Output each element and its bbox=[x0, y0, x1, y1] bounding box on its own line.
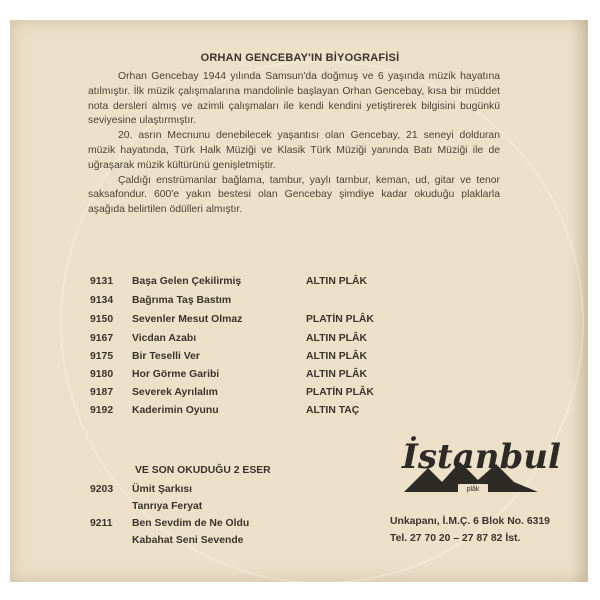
song-title: Kaderimin Oyunu bbox=[132, 405, 219, 416]
last-songs-title: VE SON OKUDUĞU 2 ESER bbox=[135, 465, 271, 476]
song-title: Bir Teselli Ver bbox=[132, 351, 200, 362]
bio-paragraph: Orhan Gencebay 1944 yılında Samsun'da doğmuş ve 6 yaşında müzik hayatına atılmıştır. İlk müzik çalışmalarına mandolinle başlayan Orhan Gencebay, kısa bir müddet nota dersleri almış ve azimli çalışmaları ile kendi kendini yetiştirerek bilgisini bugünkü seviyesine ulaştırmıştır. bbox=[88, 71, 500, 127]
catalog-number: 9187 bbox=[90, 387, 114, 398]
song-title: Tanrıya Feryat bbox=[132, 501, 203, 512]
label-phone: Tel. 27 70 20 – 27 87 82 İst. bbox=[390, 533, 521, 544]
bio-title: ORHAN GENCEBAY'IN BİYOGRAFİSİ bbox=[200, 52, 400, 64]
catalog-number: 9203 bbox=[90, 484, 114, 495]
song-title: Sevenler Mesut Olmaz bbox=[132, 314, 243, 325]
award-name: ALTIN PLÂK bbox=[306, 351, 367, 362]
song-title: Hor Görme Garibi bbox=[132, 369, 220, 380]
award-name: PLATİN PLÂK bbox=[306, 387, 374, 398]
bio-paragraph: Çaldığı enstrümanlar bağlama, tambur, yaylı tambur, keman, ud, gitar ve tenor saksafondur. 600'e yakın bestesi olan Gencebay şimdiye kadar okuduğu plaklarla aşağıda belirtilen ödülleri almıştır. bbox=[88, 174, 500, 216]
catalog-number: 9167 bbox=[90, 333, 114, 344]
award-name: ALTIN PLÂK bbox=[306, 333, 367, 344]
song-title: Severek Ayrılalım bbox=[132, 387, 218, 398]
award-name: ALTIN PLÂK bbox=[306, 369, 367, 380]
award-name: ALTIN TAÇ bbox=[306, 405, 360, 416]
catalog-number: 9131 bbox=[90, 276, 114, 287]
catalog-number: 9150 bbox=[90, 314, 114, 325]
sleeve-edge-shadow bbox=[570, 20, 588, 582]
logo-sub-text: plâk bbox=[466, 486, 480, 493]
bio-paragraph: 20. asrın Mecnunu denebilecek yaşantısı olan Gencebay, 21 seneyi dolduran müzik hayatında, Türk Halk Müziği ve Klasik Türk Müziği yanında Batı Müziği ile de uğraşarak müzik kültürünü genişletmiştir. bbox=[88, 130, 500, 171]
award-name: PLATİN PLÂK bbox=[306, 314, 374, 325]
catalog-number: 9211 bbox=[90, 518, 113, 529]
catalog-number: 9180 bbox=[90, 369, 114, 380]
song-title: Vicdan Azabı bbox=[132, 333, 197, 344]
istanbul-plak-logo-icon bbox=[398, 428, 561, 508]
award-name: ALTIN PLÂK bbox=[306, 276, 367, 287]
label-address: Unkapanı, İ.M.Ç. 6 Blok No. 6319 bbox=[390, 516, 550, 527]
song-title: Bağrıma Taş Bastım bbox=[132, 295, 232, 306]
song-title: Başa Gelen Çekilirmiş bbox=[132, 276, 242, 287]
song-title: Kabahat Seni Sevende bbox=[132, 535, 244, 546]
logo-text: İstanbul bbox=[402, 437, 561, 477]
catalog-number: 9192 bbox=[90, 405, 114, 416]
catalog-number: 9134 bbox=[90, 295, 114, 306]
bio-text bbox=[88, 70, 500, 218]
song-title: Ben Sevdim de Ne Oldu bbox=[132, 518, 250, 529]
catalog-number: 9175 bbox=[90, 351, 114, 362]
song-title: Ümit Şarkısı bbox=[132, 484, 193, 495]
